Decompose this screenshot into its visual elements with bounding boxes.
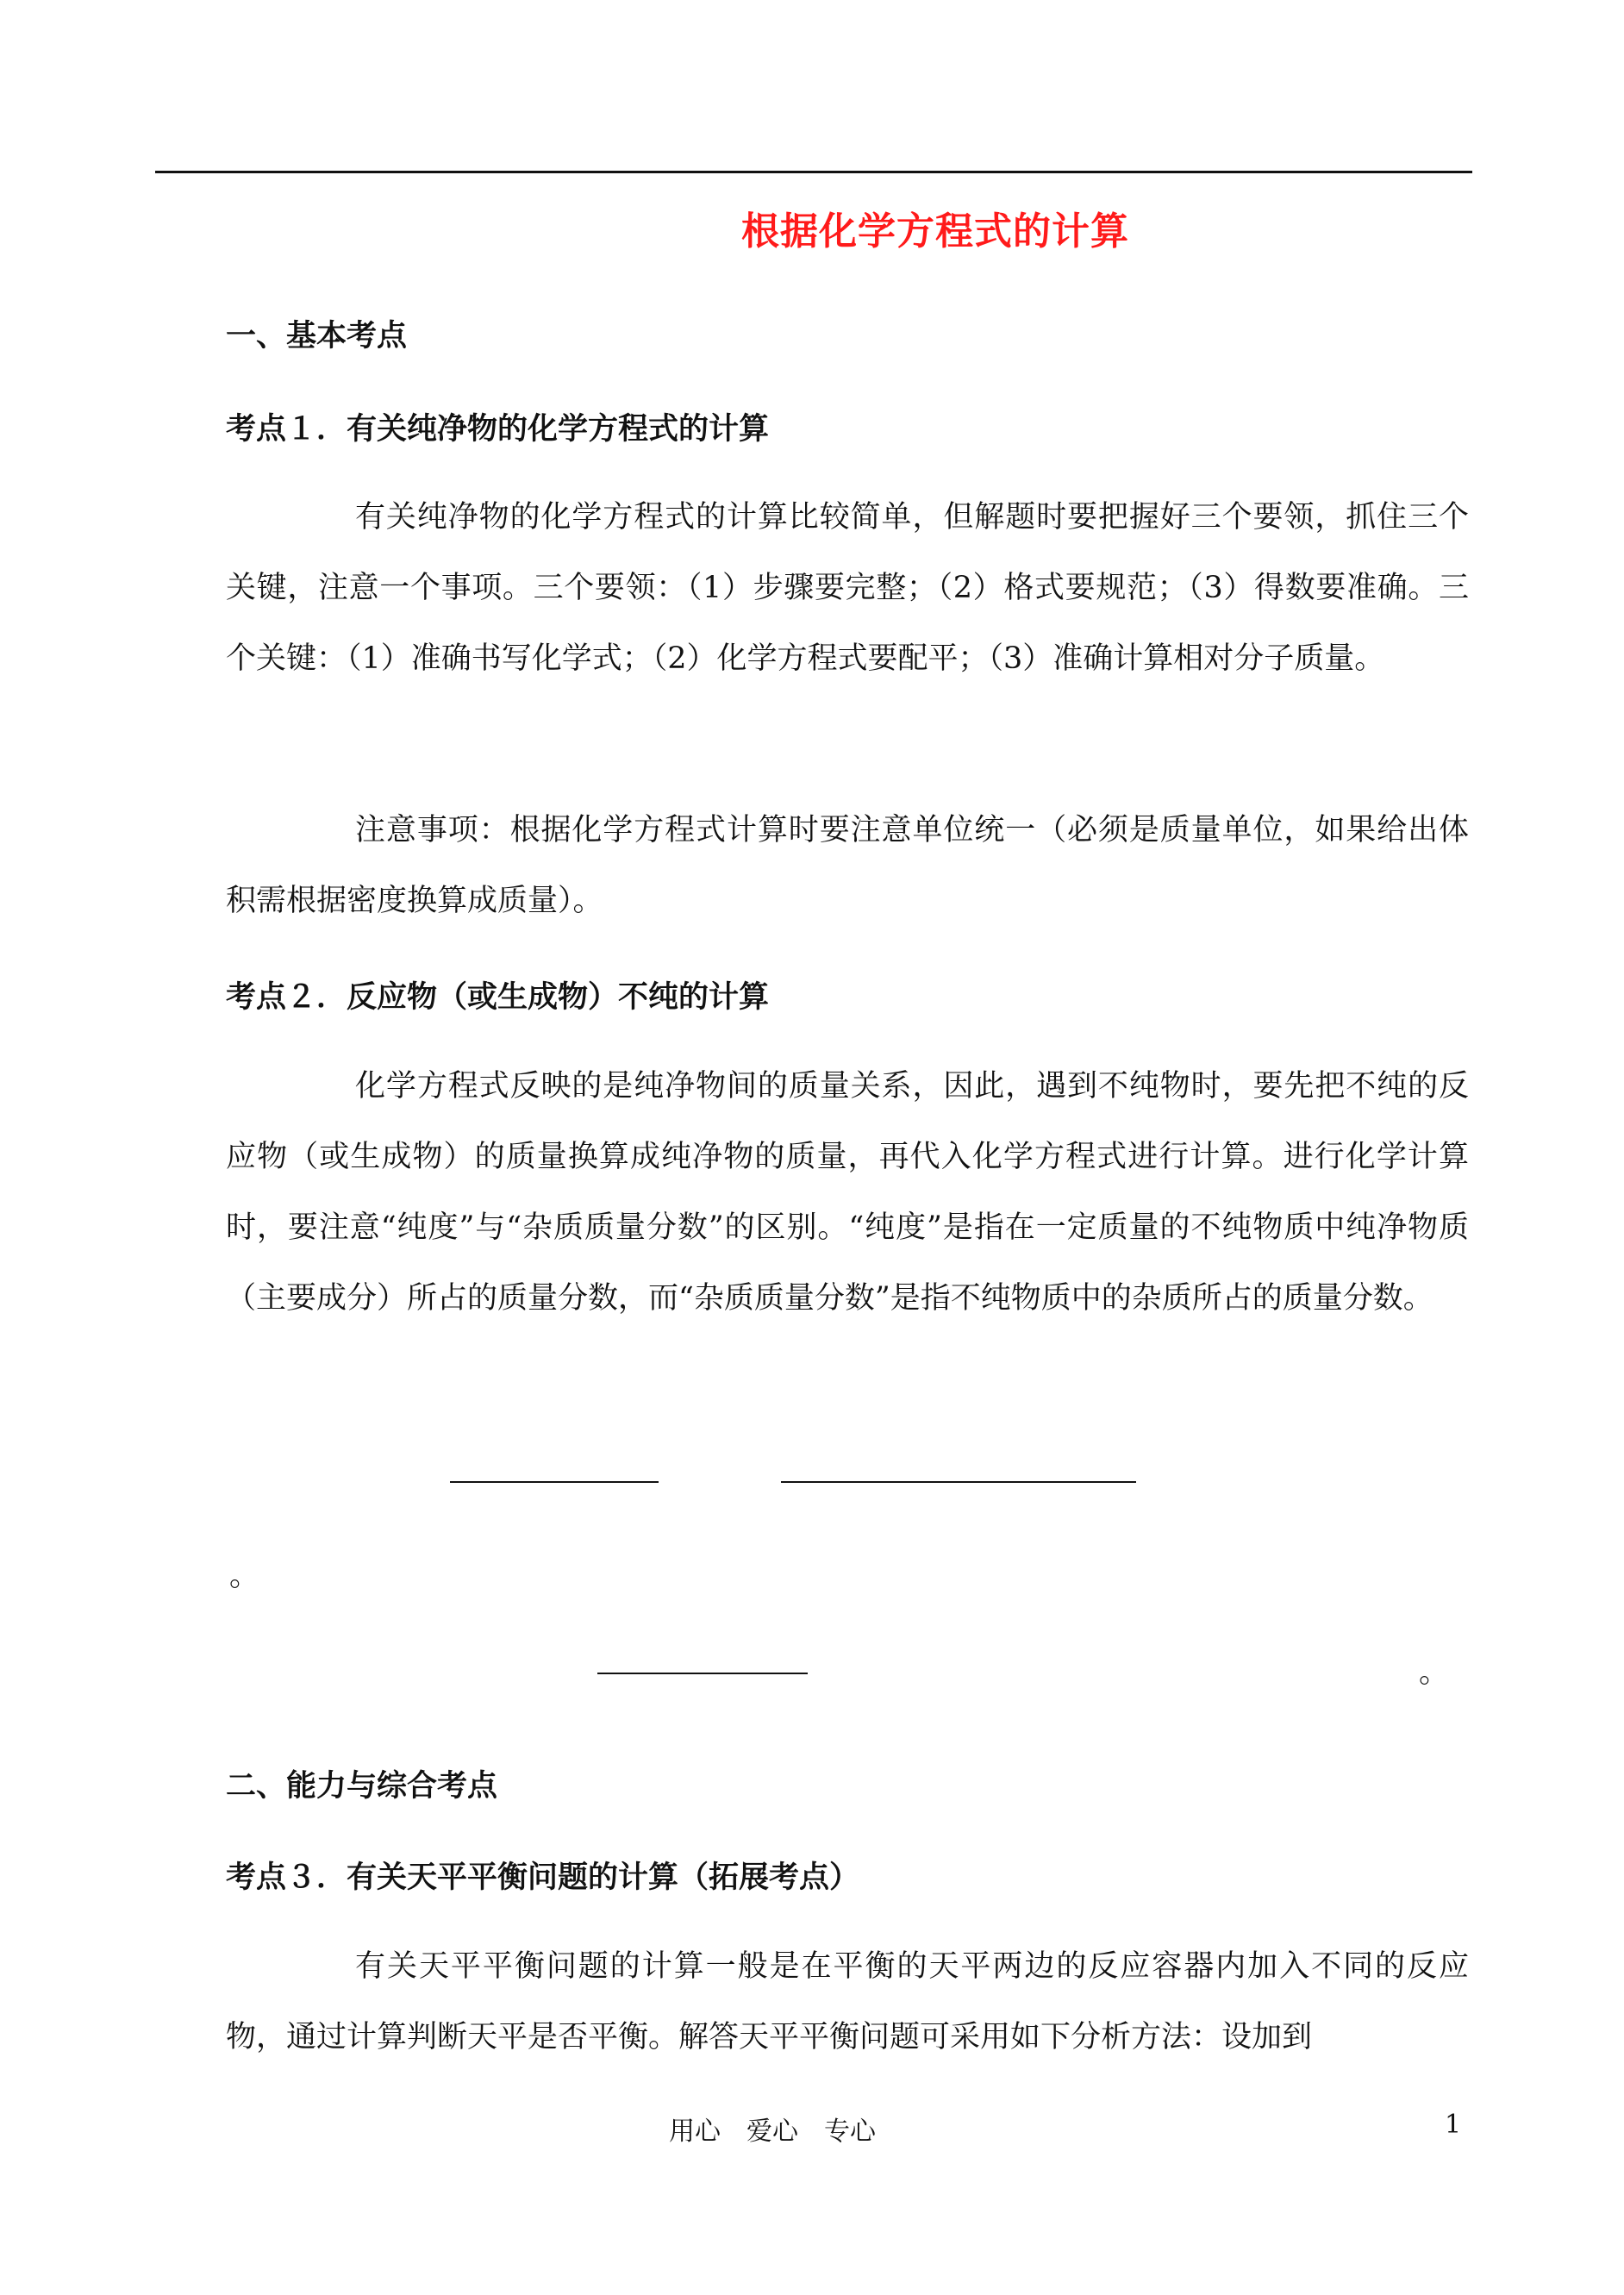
header-rule <box>155 171 1472 173</box>
page-title: 根据化学方程式的计算 <box>741 209 1129 253</box>
point-2-paragraph: 化学方程式反映的是纯净物间的质量关系，因此，遇到不纯物时，要先把不纯的反应物（或生成物）的质量换算成纯净物的质量，再代入化学方程式进行计算。进行化学计算时，要注意“纯度”与“杂质质量分数”的区别。“纯度”是指在一定质量的不纯物质中纯净物质（主要成分）所占的质量分数，而“杂质质量分数”是指不纯物质中的杂质所占的质量分数。 <box>226 1069 1469 1316</box>
page-number: 1 <box>1445 2110 1462 2140</box>
section-heading-basic: 一、基本考点 <box>226 318 408 353</box>
point-3-paragraph: 有关天平平衡问题的计算一般是在平衡的天平两边的反应容器内加入不同的反应物，通过计算判断天平是否平衡。解答天平平衡问题可采用如下分析方法：设加到 <box>226 1949 1469 2054</box>
point-1-heading: 考点１．有关纯净物的化学方程式的计算 <box>226 411 770 447</box>
fill-blank-1 <box>450 1481 659 1483</box>
fill-blank-2 <box>781 1481 1136 1483</box>
point-1-paragraph-1: 有关纯净物的化学方程式的计算比较简单，但解题时要把握好三个要领，抓住三个关键，注意一个事项。三个要领：（1）步骤要完整；（2）格式要规范；（3）得数要准确。三个关键：（1）准确书写化学式；（2）化学方程式要配平；（3）准确计算相对分子质量。 <box>226 500 1469 676</box>
blank-line-end-mark-1: 。 <box>229 1559 260 1593</box>
blank-line-end-mark-2: 。 <box>1419 1655 1450 1690</box>
fill-blank-3 <box>597 1673 808 1674</box>
point-2-heading: 考点２．反应物（或生成物）不纯的计算 <box>226 979 770 1015</box>
point-3-heading: 考点３．有关天平平衡问题的计算（拓展考点） <box>226 1860 860 1895</box>
point-1-paragraph-2: 注意事项：根据化学方程式计算时要注意单位统一（必须是质量单位，如果给出体积需根据密度换算成质量）。 <box>226 813 1469 918</box>
footer-motto: 用心 爱心 专心 <box>669 2117 876 2147</box>
section-heading-advanced: 二、能力与综合考点 <box>226 1768 498 1804</box>
